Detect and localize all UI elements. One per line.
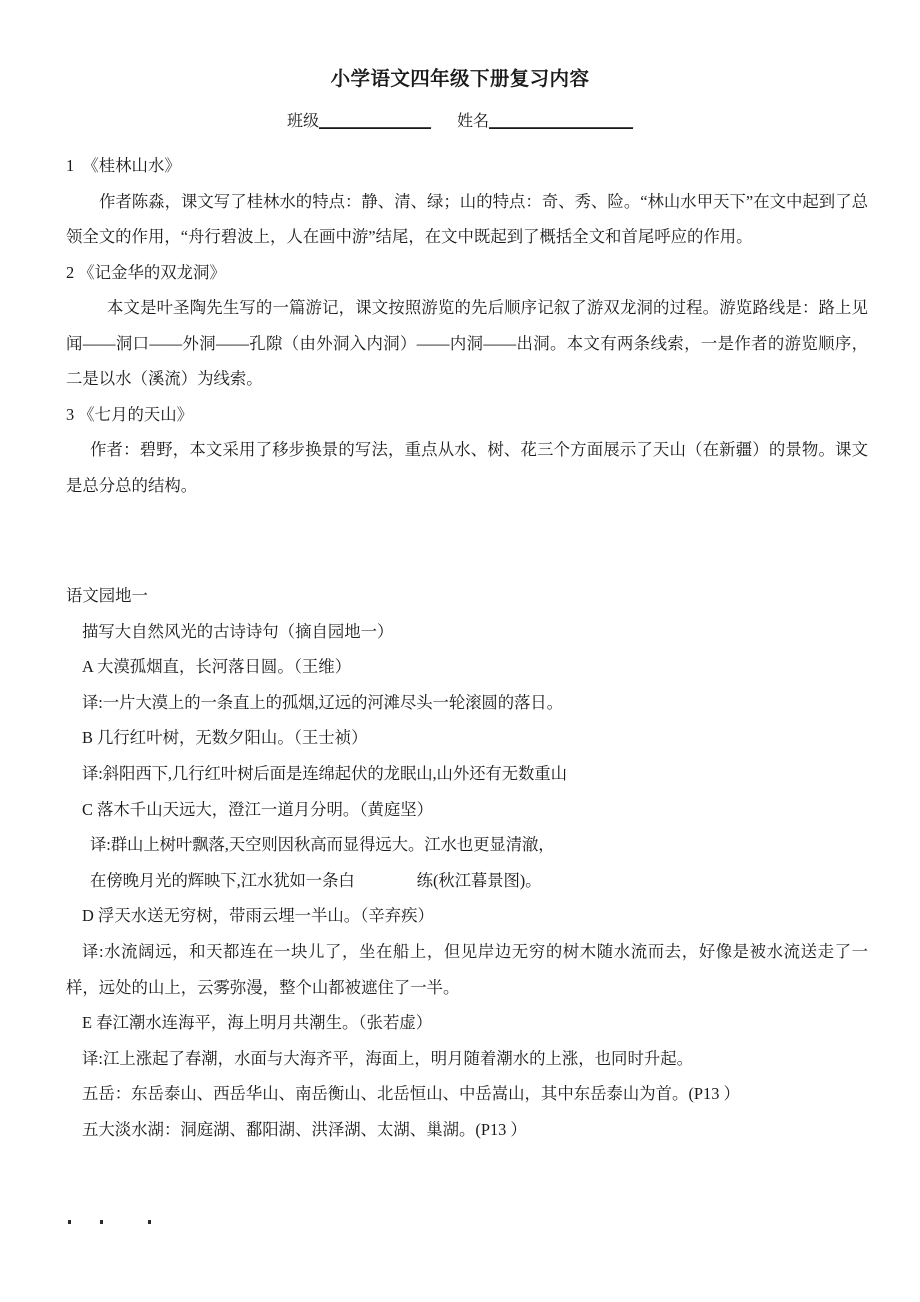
poem-line-e: E 春江潮水连海平，海上明月共潮生。（张若虚） (82, 1013, 433, 1033)
page-title: 小学语文四年级下册复习内容 (330, 69, 590, 90)
poem-translation-e: 译:江上涨起了春潮，水面与大海齐平，海面上，明月随着潮水的上涨，也同时升起。 (82, 1048, 694, 1068)
footer-mark-1 (68, 1220, 71, 1224)
poem-line-d: D 浮天水送无穷树，带雨云埋一半山。（辛弃疾） (82, 906, 434, 926)
yuandi-subheading: 描写大自然风光的古诗诗句（摘自园地一） (82, 621, 394, 641)
lesson-heading-3: 3 《七月的天山》 (66, 404, 194, 424)
lesson-body-1: 作者陈淼，课文写了桂林水的特点：静、清、绿；山的特点：奇、秀、险。“林山水甲天下”在文中起到了总领全文的作用，“舟行碧波上，人在画中游”结尾，在文中既起到了概括全文和首尾呼应的作用。 (66, 191, 868, 246)
poem-translation-d: 译:水流阔远，和天都连在一块儿了，坐在船上，但见岸边无穷的树木随水流而去，好像是被水流送走了一样，远处的山上，云雾弥漫，整个山都被遮住了一半。 (66, 941, 868, 997)
lesson-body-2: 本文是叶圣陶先生写的一篇游记，课文按照游览的先后顺序记叙了游双龙洞的过程。游览路线是：路上见闻——洞口——外洞——孔隙（由外洞入内洞）——内洞——出洞。本文有两条线索，一是作者的游览顺序，二是以水（溪流）为线索。 (66, 298, 868, 388)
poem-line-a: A 大漠孤烟直，长河落日圆。（王维） (82, 657, 352, 677)
yuandi-section (66, 578, 868, 1148)
name-blank[interactable]: __________________ (489, 113, 634, 130)
poem-line-c: C 落木千山天远大，澄江一道月分明。（黄庭坚） (82, 799, 434, 819)
student-info-line (0, 110, 920, 134)
poem-translation-c-part2 (66, 863, 868, 899)
poem-translation-c-part1: 译:群山上树叶飘落,天空则因秋高而显得远大。江水也更显清澈， (90, 835, 555, 855)
lessons-section (66, 148, 868, 503)
class-blank[interactable]: ______________ (319, 113, 431, 130)
lesson-body-3: 作者：碧野，本文采用了移步换景的写法，重点从水、树、花三个方面展示了天山（在新疆）的景物。课文是总分总的结构。 (66, 440, 868, 495)
poem-translation-a: 译:一片大漠上的一条直上的孤烟,辽远的河滩尽头一轮滚圆的落日。 (82, 692, 563, 712)
poem-translation-c-part2-b: 练(秋江暮景图)。 (416, 870, 542, 890)
lesson-heading-2: 2 《记金华的双龙洞》 (66, 262, 226, 282)
name-label: 姓名 (457, 113, 490, 130)
poem-translation-c-part2-a: 在傍晚月光的辉映下,江水犹如一条白 (90, 870, 355, 890)
lesson-heading-1: 1 《桂林山水》 (66, 156, 181, 175)
poem-line-b: B 几行红叶树，无数夕阳山。（王士祯） (82, 728, 368, 748)
poem-translation-b: 译:斜阳西下,几行红叶树后面是连绵起伏的龙眠山,山外还有无数重山 (82, 763, 567, 783)
fact-line-lakes: 五大淡水湖：洞庭湖、鄱阳湖、洪泽湖、太湖、巢湖。(P13 ） (82, 1119, 527, 1139)
class-label: 班级 (286, 113, 319, 130)
yuandi-heading: 语文园地一 (66, 586, 148, 605)
fact-line-wuyue: 五岳：东岳泰山、西岳华山、南岳衡山、北岳恒山、中岳嵩山，其中东岳泰山为首。(P13 ） (82, 1084, 740, 1104)
footer-mark-2 (100, 1220, 103, 1224)
footer-mark-3 (148, 1220, 151, 1224)
